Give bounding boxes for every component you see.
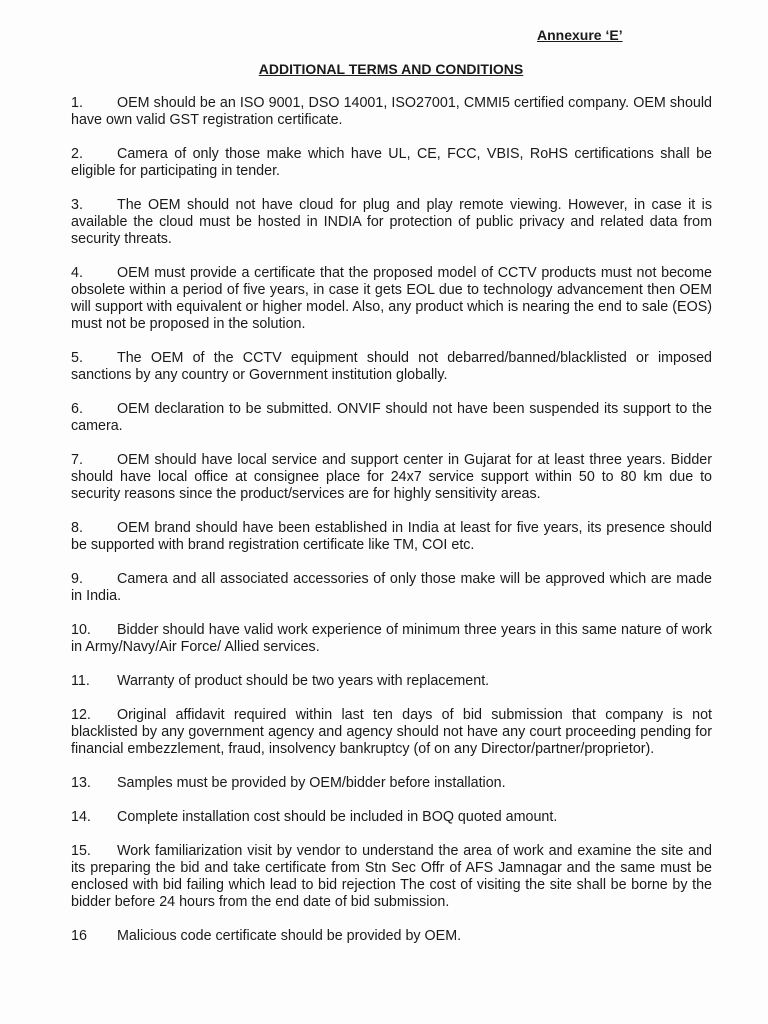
clause-number: 13. xyxy=(71,775,91,791)
clause-text: Samples must be provided by OEM/bidder before installation. xyxy=(117,775,506,791)
clause-text: OEM should be an ISO 9001, DSO 14001, ISO27001, CMMI5 certified company. OEM should have own valid GST registration certificate. xyxy=(71,95,712,128)
clause-9 xyxy=(71,571,712,605)
clause-number: 10. xyxy=(71,622,91,638)
clause-14 xyxy=(71,809,712,826)
clause-3 xyxy=(71,197,712,248)
clause-4 xyxy=(71,265,712,333)
clause-number: 8. xyxy=(71,520,83,536)
clause-number: 3. xyxy=(71,197,83,213)
clause-number: 1. xyxy=(71,95,83,111)
clause-7 xyxy=(71,452,712,503)
clause-text: Work familiarization visit by vendor to understand the area of work and examine the site and its preparing the bid and take certificate from Stn Sec Offr of AFS Jamnagar and the same must be enclosed with bid failing which lead to bid rejection The cost of visiting the site shall be borne by the bidder before 24 hours from the end date of bid submission. xyxy=(71,843,712,910)
clause-text: OEM must provide a certificate that the proposed model of CCTV products must not become obsolete within a period of five years, in case it gets EOL due to technology advancement then OEM will support with equivalent or higher model. Also, any product which is nearing the end to sale (EOS) must not be proposed in the solution. xyxy=(71,265,712,332)
clause-number: 7. xyxy=(71,452,83,468)
clause-12 xyxy=(71,707,712,758)
clause-13 xyxy=(71,775,712,792)
clause-6 xyxy=(71,401,712,435)
clause-number: 9. xyxy=(71,571,83,587)
clause-11 xyxy=(71,673,712,690)
clause-text: Complete installation cost should be included in BOQ quoted amount. xyxy=(117,809,558,825)
clause-number: 15. xyxy=(71,843,91,859)
clause-number: 6. xyxy=(71,401,83,417)
clause-number: 4. xyxy=(71,265,83,281)
clause-5 xyxy=(71,350,712,384)
clause-text: Warranty of product should be two years with replacement. xyxy=(117,673,490,689)
clause-1 xyxy=(71,95,712,129)
annexure-label: Annexure ‘E’ xyxy=(537,27,623,43)
clause-text: Bidder should have valid work experience of minimum three years in this same nature of work in Army/Navy/Air Force/ Allied services. xyxy=(71,622,712,655)
clause-number: 2. xyxy=(71,146,83,162)
clause-16 xyxy=(71,928,712,945)
clause-number: 11. xyxy=(71,673,90,689)
clause-text: OEM should have local service and support center in Gujarat for at least three years. Bidder should have local office at consignee place for 24x7 service support within 50 to 80 km due to security reasons since the product/services are for highly sensitivity areas. xyxy=(71,452,712,502)
document-title: ADDITIONAL TERMS AND CONDITIONS xyxy=(258,61,524,77)
clause-text: OEM brand should have been established in India at least for five years, its presence should be supported with brand registration certificate like TM, COI etc. xyxy=(71,520,712,553)
clause-number: 5. xyxy=(71,350,83,366)
clause-text: Camera of only those make which have UL, CE, FCC, VBIS, RoHS certifications shall be eligible for participating in tender. xyxy=(71,146,712,179)
clause-text: OEM declaration to be submitted. ONVIF should not have been suspended its support to the camera. xyxy=(71,401,712,434)
clause-text: Original affidavit required within last ten days of bid submission that company is not blacklisted by any government agency and agency should not have any court proceeding pending for financial embezzlement, fraud, insolvency bankruptcy (of on any Director/partner/proprietor). xyxy=(71,707,712,757)
clause-15 xyxy=(71,843,712,911)
clause-10 xyxy=(71,622,712,656)
clause-8 xyxy=(71,520,712,554)
clauses-list xyxy=(71,95,712,962)
clause-text: The OEM should not have cloud for plug and play remote viewing. However, in case it is available the cloud must be hosted in INDIA for protection of public privacy and related data from security threats. xyxy=(71,197,712,247)
clause-number: 14. xyxy=(71,809,91,825)
clause-text: Camera and all associated accessories of only those make will be approved which are made in India. xyxy=(71,571,712,604)
clause-number: 12. xyxy=(71,707,91,723)
clause-number: 16 xyxy=(71,928,87,944)
clause-text: Malicious code certificate should be provided by OEM. xyxy=(117,928,462,944)
clause-2 xyxy=(71,146,712,180)
clause-text: The OEM of the CCTV equipment should not debarred/banned/blacklisted or imposed sanctions by any country or Government institution globally. xyxy=(71,350,712,383)
